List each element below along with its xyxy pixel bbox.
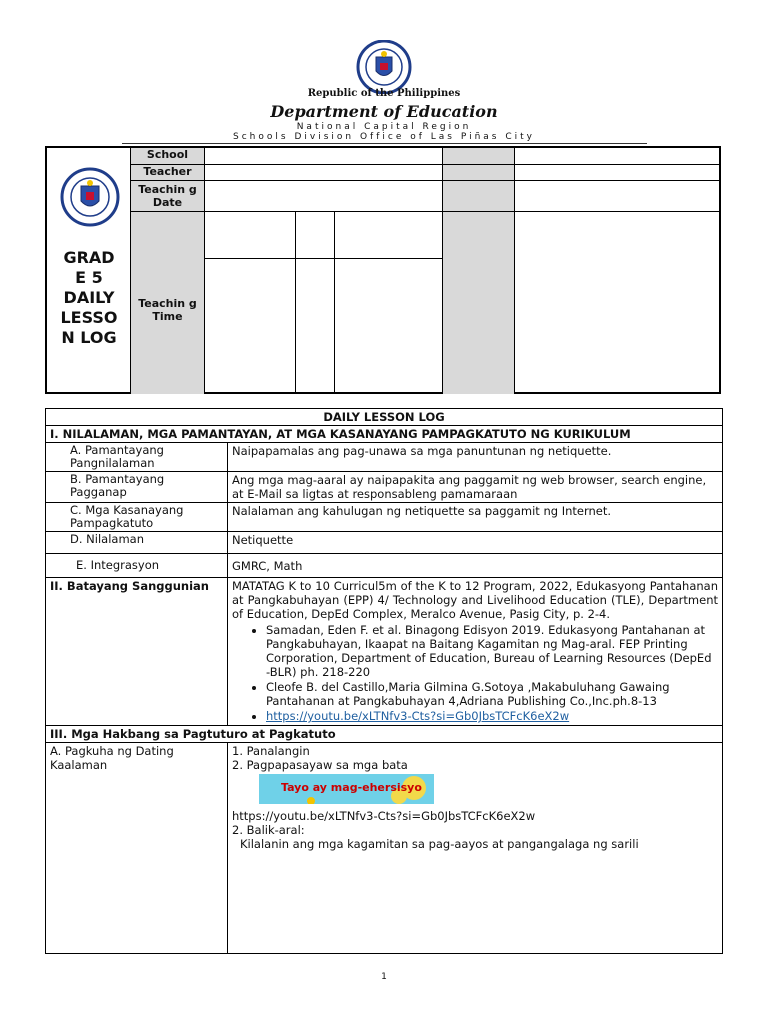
time-cell[interactable]	[204, 258, 295, 394]
learning-area-field[interactable]	[515, 164, 721, 180]
school-label: School	[130, 148, 204, 164]
section-field[interactable]	[515, 211, 721, 394]
grade-title-line: GRAD	[63, 248, 115, 267]
table-row	[46, 409, 723, 426]
daily-lesson-log-table	[45, 408, 723, 954]
region-heading: National Capital Region	[296, 122, 472, 132]
row-label: D. Nilalaman	[46, 532, 228, 554]
step-content	[228, 743, 723, 954]
row-value: GMRC, Math	[228, 554, 723, 578]
teacher-label: Teacher	[130, 164, 204, 180]
section-label	[442, 211, 515, 394]
lesson-info-table	[45, 146, 721, 394]
banner-text: Tayo ay mag-ehersisyo	[281, 781, 422, 794]
grade-title	[47, 248, 131, 348]
grade-title-line: E 5	[75, 268, 103, 287]
review-text: Kilalanin ang mga kagamitan sa pag-aayos at pangangalaga ng sarili	[240, 837, 639, 851]
references-cell	[228, 578, 723, 726]
teaching-date-label: Teachin g Date	[130, 180, 204, 211]
grade-level-field[interactable]	[515, 148, 721, 164]
table-row	[46, 426, 723, 443]
school-field[interactable]	[204, 148, 442, 164]
time-cell[interactable]	[295, 258, 334, 394]
row-label: A. Pamantayang Pangnilalaman	[46, 443, 228, 472]
teacher-field[interactable]	[204, 164, 442, 180]
republic-heading: Republic of the Philippines	[307, 88, 461, 99]
grade-title-line: DAILY	[63, 288, 115, 307]
deped-seal-icon	[349, 40, 419, 94]
quarter-field[interactable]	[515, 180, 721, 211]
division-heading: Schools Division Office of Las Piñas City	[233, 132, 535, 142]
row-value: Netiquette	[228, 532, 723, 554]
department-heading: Department of Education	[270, 102, 498, 121]
row-label: E. Integrasyon	[46, 554, 228, 578]
header-divider	[122, 143, 647, 144]
table-row	[46, 726, 723, 743]
section-heading: II. Batayang Sanggunian	[46, 578, 228, 726]
reference-intro: MATATAG K to 10 Curricul5m of the K to 12 Program, 2022, Edukasyong Pantahanan at Pangkabuhayan (EPP) 4/ Technology and Livelihood Education (TLE), Department of Education, DepEd Complex, Meralco Avenue, Pasig City, p. 2-4.	[232, 579, 718, 621]
section-heading: I. NILALAMAN, MGA PAMANTAYAN, AT MGA KASANAYANG PAMPAGKATUTO NG KURIKULUM	[46, 426, 723, 443]
row-label: B. Pamantayang Pagganap	[46, 472, 228, 503]
learning-area-label	[442, 164, 515, 180]
row-value: Nalalaman ang kahulugan ng netiquette sa paggamit ng Internet.	[228, 503, 723, 532]
deped-seal-icon	[55, 166, 125, 228]
log-title: DAILY LESSON LOG	[46, 409, 723, 426]
time-cell[interactable]	[204, 211, 295, 258]
grade-title-line: N LOG	[61, 328, 117, 347]
table-row	[46, 578, 723, 726]
section-heading: III. Mga Hakbang sa Pagtuturo at Pagkatuto	[46, 726, 723, 743]
list-item: 2. Pagpapasayaw sa mga bata	[232, 758, 408, 772]
table-row	[46, 503, 723, 532]
table-row	[46, 743, 723, 954]
table-row	[46, 532, 723, 554]
youtube-link[interactable]: https://youtu.be/xLTNfv3-Cts?si=Gb0JbsTCFcK6eX2w	[266, 709, 570, 723]
teaching-date-field[interactable]	[204, 180, 442, 211]
grade-level-label	[442, 148, 515, 164]
quarter-label	[442, 180, 515, 211]
list-item	[266, 709, 718, 723]
list-item: 1. Panalangin	[232, 744, 310, 758]
row-label: A. Pagkuha ng Dating Kaalaman	[46, 743, 228, 954]
list-item: 2. Balik-aral:	[232, 823, 305, 837]
row-value: Naipapamalas ang pag-unawa sa mga panuntunan ng netiquette.	[228, 443, 723, 472]
exercise-banner-image	[259, 774, 434, 804]
time-cell[interactable]	[334, 258, 442, 394]
table-row	[46, 472, 723, 503]
list-item: • Samadan, Eden F. et al. Binagong Edisyon 2019. Edukasyong Pantahanan at Pangkabuhayan, Ikaapat na Baitang Kagamitan ng Mag-aral. FEP Printing Corporation, Department of Education, Bureau of Learning Resources (DepEd -BLR) ph. 218-220	[266, 623, 718, 679]
row-value: Ang mga mag-aaral ay naipapakita ang paggamit ng web browser, search engine, at E-Mail sa ligtas at responsableng pamamaraan	[228, 472, 723, 503]
video-url[interactable]: https://youtu.be/xLTNfv3-Cts?si=Gb0JbsTCFcK6eX2w	[232, 809, 536, 823]
table-row	[46, 443, 723, 472]
time-cell[interactable]	[334, 211, 442, 258]
time-cell[interactable]	[295, 211, 334, 258]
grade-title-line: LESSO	[60, 308, 118, 327]
table-row	[46, 554, 723, 578]
teaching-time-label: Teachin g Time	[130, 211, 204, 394]
row-label: C. Mga Kasanayang Pampagkatuto	[46, 503, 228, 532]
page-number: 1	[381, 972, 387, 982]
list-item: • Cleofe B. del Castillo,Maria Gilmina G.Sotoya ,Makabuluhang Gawaing Pantahanan at Pangkabuhayan 4,Adriana Publishing Co.,Inc.ph.8-13	[266, 680, 718, 708]
